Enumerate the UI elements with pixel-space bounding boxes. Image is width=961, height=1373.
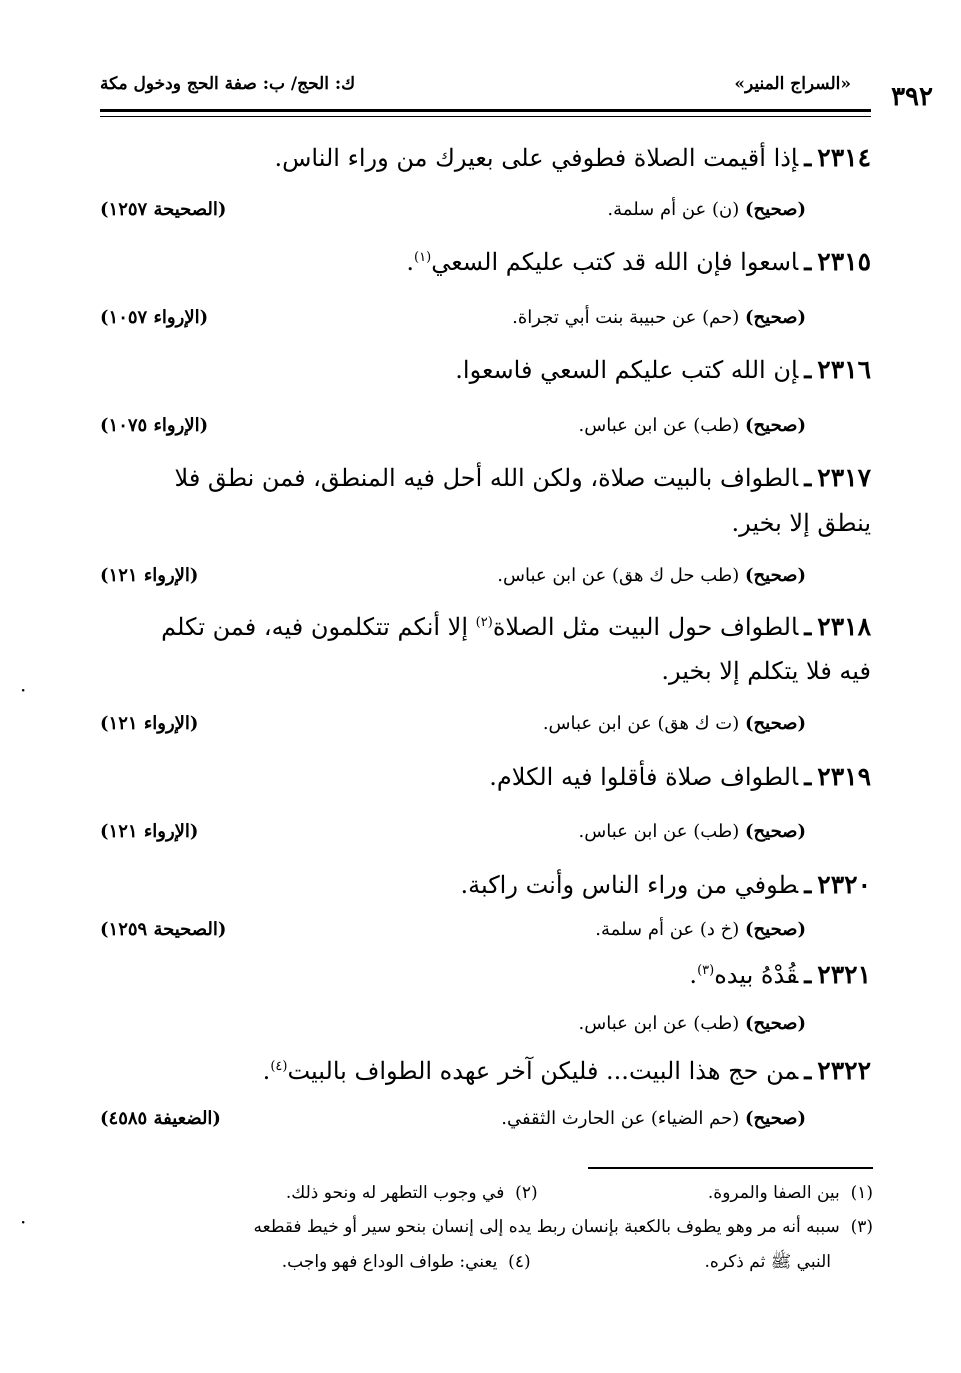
scan-dot: · (20, 1210, 27, 1234)
footnote-marker: (١) (414, 250, 432, 265)
hadith-2318-line2: فيه فلا يتكلم إلا بخير. (661, 657, 871, 685)
hadith-2320-reference: (الصحيحة ١٢٥٩) (100, 919, 227, 940)
hadith-2319-reference: (الإرواء ١٢١) (100, 821, 199, 842)
hadith-2317: ٢٣١٧ـالطواف بالبيت صلاة، ولكن الله أحل فيه المنطق، فمن نطق فلا (174, 463, 871, 492)
footnote-marker: (٤) (270, 1059, 288, 1074)
hadith-2316-source: (صحيح) (طب) عن ابن عباس. (578, 415, 806, 436)
hadith-2315: ٢٣١٥ـاسعوا فإن الله قد كتب عليكم السعي$^{(١)}$. (406, 247, 871, 276)
footnotes-line-3 (100, 1251, 831, 1276)
running-section-title: ك: الحج/ ب: صفة الحج ودخول مكة (100, 74, 356, 94)
hadith-2316-reference: (الإرواء ١٠٧٥) (100, 415, 209, 436)
hadith-2315-reference: (الإرواء ١٠٥٧) (100, 307, 209, 328)
hadith-2317-line2: ينطق إلا بخير. (731, 509, 871, 537)
hadith-2318-source: (صحيح) (ت ك هق) عن ابن عباس. (542, 713, 806, 734)
hadith-number: ٢٣١٤ (817, 143, 871, 172)
hadith-2314: ٢٣١٤ـإذا أقيمت الصلاة فطوفي على بعيرك من وراء الناس. (274, 143, 871, 172)
scan-dot: · (20, 678, 27, 702)
footnote-marker: (٢) (475, 615, 493, 630)
hadith-2321-source: (صحيح) (طب) عن ابن عباس. (578, 1013, 806, 1034)
header-rule-thick (100, 109, 871, 112)
hadith-text: إذا أقيمت الصلاة فطوفي على بعيرك من وراء الناس. (274, 144, 799, 172)
hadith-2319-source: (صحيح) (طب) عن ابن عباس. (578, 821, 806, 842)
hadith-2322: ٢٣٢٢ـمن حج هذا البيت... فليكن آخر عهده الطواف بالبيت$^{(٤)}$. (262, 1056, 871, 1085)
footnote-4: (٤) يعني: طواف الوداع فهو واجب. (281, 1252, 531, 1272)
footnote-marker: (٣) (697, 963, 715, 978)
hadith-2314-source: (صحيح) (ن) عن أم سلمة. (607, 199, 806, 220)
footnote-3: (٣) سببه أنه مر وهو يطوف بالكعبة بإنسان ربط يده إلى إنسان بنحو سير أو خيط فقطعه (253, 1217, 873, 1237)
hadith-2314-reference: (الصحيحة ١٢٥٧) (100, 199, 227, 220)
hadith-2316: ٢٣١٦ـإن الله كتب عليكم السعي فاسعوا. (455, 355, 871, 384)
footnote-3-continued: النبي ﷺ ثم ذكره. (704, 1252, 831, 1272)
hadith-2319: ٢٣١٩ـالطواف صلاة فأقلوا فيه الكلام. (489, 762, 871, 791)
hadith-2322-source: (صحيح) (حم الضياء) عن الحارث الثقفي. (501, 1108, 806, 1129)
footnotes-line-1 (100, 1183, 873, 1203)
hadith-2321: ٢٣٢١ـقُدْهُ بيده$^{(٣)}$. (689, 960, 871, 989)
header-rule-thin (100, 116, 871, 117)
footnote-rule (588, 1167, 873, 1169)
footnote-2: (٢) في وجوب التطهر له ونحو ذلك. (285, 1183, 538, 1203)
footnote-1: (١) بين الصفا والمروة. (707, 1183, 873, 1203)
hadith-2320: ٢٣٢٠ـطوفي من وراء الناس وأنت راكبة. (460, 870, 871, 899)
hadith-2320-source: (صحيح) (خ د) عن أم سلمة. (595, 919, 806, 940)
hadith-2318: ٢٣١٨ـالطواف حول البيت مثل الصلاة$^{(٢)}$ إلا أنكم تتكلمون فيه، فمن تكلم (161, 612, 871, 641)
hadith-2317-reference: (الإرواء ١٢١) (100, 565, 199, 586)
hadith-2317-source: (صحيح) (طب حل ك هق) عن ابن عباس. (497, 565, 806, 586)
hadith-2322-reference: (الضعيفة ٤٥٨٥) (100, 1108, 221, 1129)
hadith-2315-source: (صحيح) (حم) عن حبيبة بنت أبي تجراة. (512, 307, 806, 328)
running-book-title: «السراج المنير» (734, 74, 851, 94)
page-number: ٣٩٢ (891, 82, 933, 112)
hadith-2318-reference: (الإرواء ١٢١) (100, 713, 199, 734)
